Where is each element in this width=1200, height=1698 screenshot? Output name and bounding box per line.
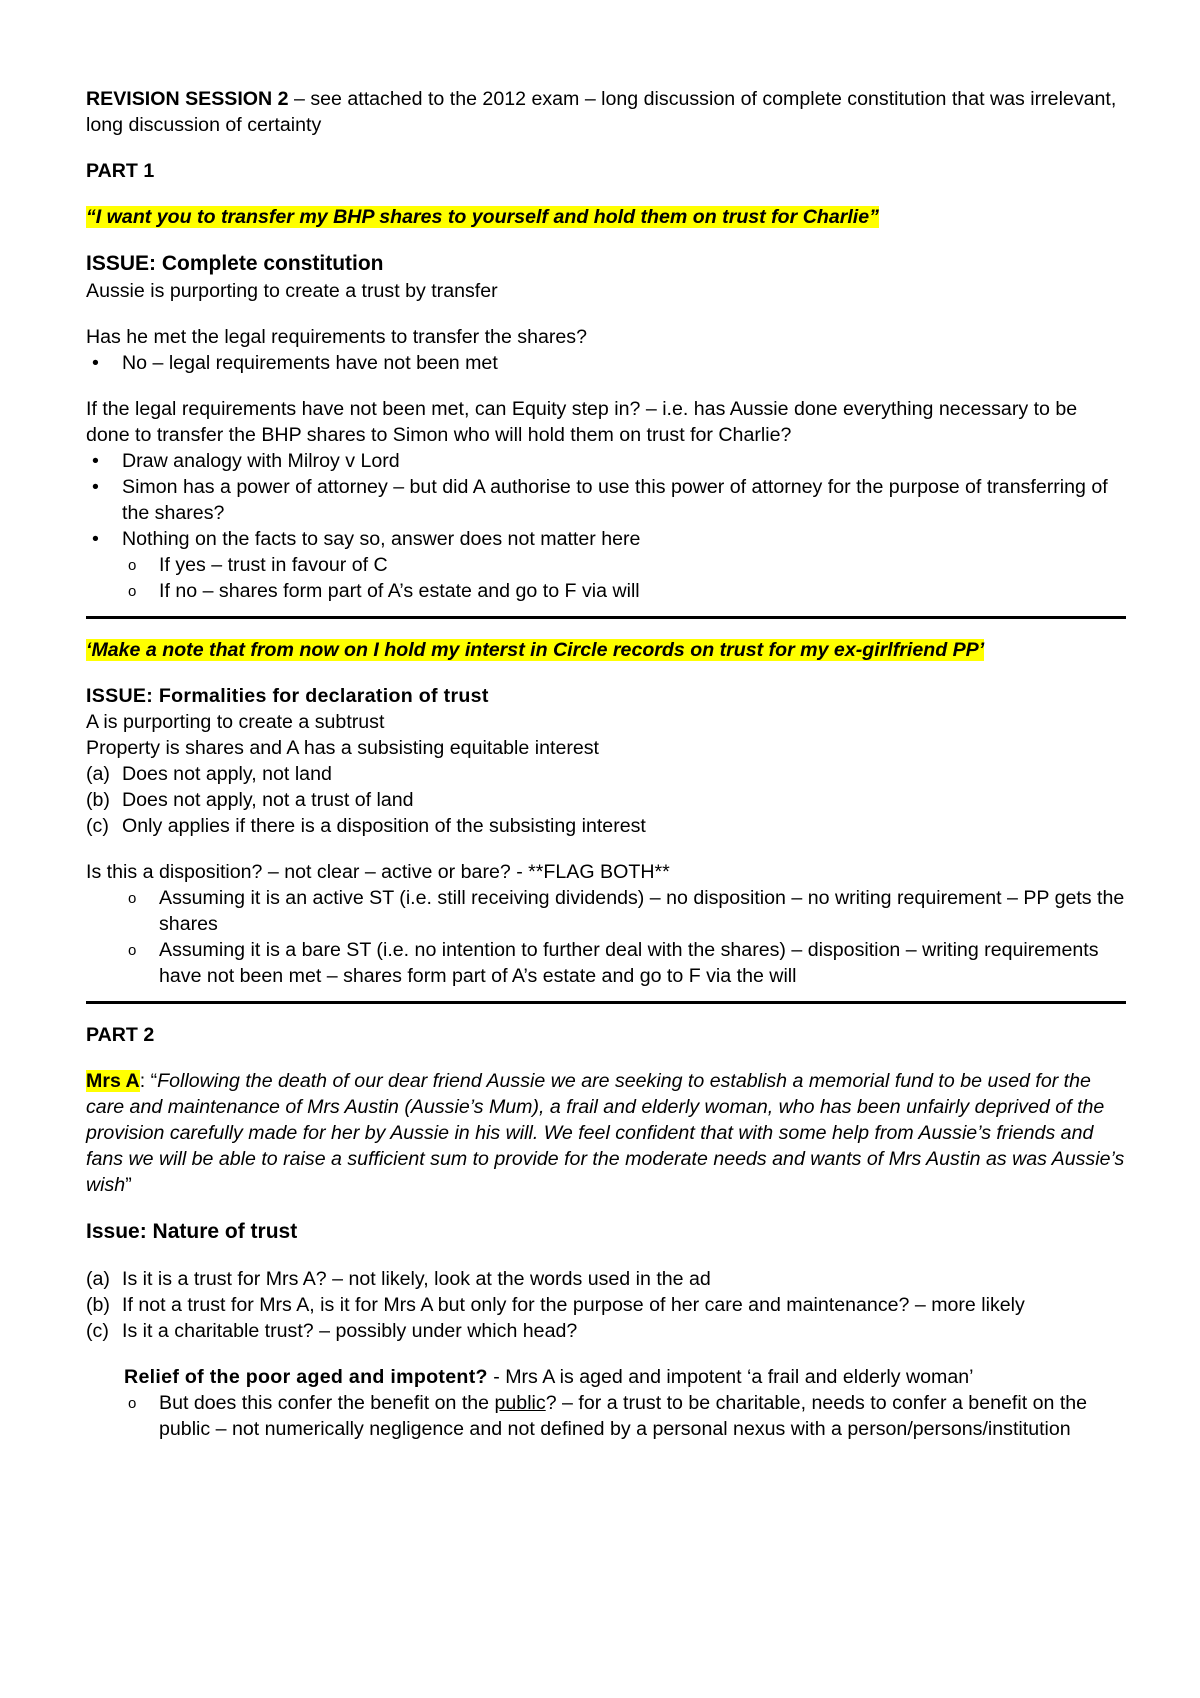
list-item <box>86 1266 1126 1292</box>
part1-quote-text: “I want you to transfer my BHP shares to yourself and hold them on trust for Charlie” <box>86 206 879 228</box>
list-item: • No – legal requirements have not been met <box>86 350 1126 376</box>
document-page <box>86 86 1126 1442</box>
item-label: (a) <box>86 1268 110 1290</box>
item-text: Only applies if there is a disposition of the subsisting interest <box>122 815 646 837</box>
list-item <box>86 761 1126 787</box>
section2-line2: Property is shares and A has a subsisting equitable interest <box>86 737 600 759</box>
session-title-bold: REVISION SESSION 2 <box>86 88 289 110</box>
list-item: o If yes – trust in favour of C <box>86 552 1126 578</box>
list-item: o If no – shares form part of A’s estate and go to F via will <box>86 578 1126 604</box>
part1-line1: Aussie is purporting to create a trust by transfer <box>86 280 498 302</box>
list-item: o Assuming it is a bare ST (i.e. no intention to further deal with the shares) – disposition – writing requirements have not been met – shares form part of A’s estate and go to F via the will <box>86 937 1126 989</box>
part2-speaker: Mrs A <box>86 1070 140 1092</box>
section2-subbullets <box>86 885 1126 989</box>
part1-bullets2 <box>86 448 1126 552</box>
item-label: (a) <box>86 763 110 785</box>
list-item <box>86 1390 1126 1442</box>
part2-issue-heading: Issue: Nature of trust <box>86 1220 298 1243</box>
list-item <box>86 787 1126 813</box>
sub-underlined: public <box>494 1392 546 1414</box>
session-title-rest: – see attached to the 2012 exam – long discussion of complete constitution that was irrelevant, long discussion of certainty <box>86 88 1117 136</box>
part2-speaker-sep: : “ <box>139 1070 158 1092</box>
part2-relief <box>86 1364 1126 1390</box>
section2-line1: A is purporting to create a subtrust <box>86 711 385 733</box>
sub-post: ? – for a trust to be charitable, needs to confer a benefit on the public – not numerically negligence and not defined by a personal nexus with a person/persons/institution <box>159 1392 1088 1440</box>
part2-quote <box>86 1068 1126 1198</box>
section-divider <box>86 1001 1126 1004</box>
part1-issue-heading: ISSUE: Complete constitution <box>86 252 384 275</box>
list-item <box>86 1318 1126 1344</box>
section-divider <box>86 616 1126 619</box>
part2-relief-bold: Relief of the poor aged and impotent? <box>124 1366 488 1388</box>
section2-quote <box>86 637 1126 663</box>
part2-quote-end: ” <box>125 1174 132 1196</box>
list-item: • Simon has a power of attorney – but did A authorise to use this power of attorney for the purpose of transferring of the shares? <box>86 474 1126 526</box>
item-label: (c) <box>86 815 109 837</box>
part1-subbullets <box>86 552 1126 604</box>
part2-relief-rest: - Mrs A is aged and impotent ‘a frail and elderly woman’ <box>487 1366 974 1388</box>
item-text: Is it a charitable trust? – possibly under which head? <box>122 1320 578 1342</box>
part2-quote-text: Following the death of our dear friend Aussie we are seeking to establish a memorial fund to be used for the care and maintenance of Mrs Austin (Aussie’s Mum), a frail and elderly woman, who has been unfairly deprived of the provision carefully made for her by Aussie in his will. We feel confident that with some help from Aussie’s friends and fans we will be able to raise a sufficient sum to provide for the moderate needs and wants of Mrs Austin as was Aussie’s wish <box>86 1070 1125 1196</box>
list-item <box>86 1292 1126 1318</box>
part2-items <box>86 1266 1126 1344</box>
item-label: (b) <box>86 1294 110 1316</box>
part2-subbullets <box>86 1390 1126 1442</box>
item-label: (c) <box>86 1320 109 1342</box>
section2-question: Is this a disposition? – not clear – active or bare? - **FLAG BOTH** <box>86 861 670 883</box>
list-item <box>86 813 1126 839</box>
item-text: Does not apply, not land <box>122 763 332 785</box>
item-text: Does not apply, not a trust of land <box>122 789 414 811</box>
part1-quote <box>86 204 1126 230</box>
item-text: Is it is a trust for Mrs A? – not likely, look at the words used in the ad <box>122 1268 711 1290</box>
section2-issue-heading: ISSUE: Formalities for declaration of trust <box>86 685 489 707</box>
list-item: • Nothing on the facts to say so, answer does not matter here <box>86 526 1126 552</box>
part1-question2: If the legal requirements have not been met, can Equity step in? – i.e. has Aussie done everything necessary to be done to transfer the BHP shares to Simon who will hold them on trust for Charlie? <box>86 398 1078 446</box>
part1-bullets1 <box>86 350 1126 376</box>
session-title <box>86 86 1126 138</box>
list-item: • Draw analogy with Milroy v Lord <box>86 448 1126 474</box>
sub-pre: But does this confer the benefit on the <box>159 1392 495 1414</box>
list-item: o Assuming it is an active ST (i.e. still receiving dividends) – no disposition – no writing requirement – PP gets the shares <box>86 885 1126 937</box>
section2-items <box>86 761 1126 839</box>
item-label: (b) <box>86 789 110 811</box>
part1-question1: Has he met the legal requirements to transfer the shares? <box>86 326 587 348</box>
item-text: If not a trust for Mrs A, is it for Mrs A but only for the purpose of her care and maintenance? – more likely <box>122 1294 1025 1316</box>
part2-heading: PART 2 <box>86 1024 155 1046</box>
part1-heading: PART 1 <box>86 160 155 182</box>
section2-quote-text: ‘Make a note that from now on I hold my interst in Circle records on trust for my ex-girlfriend PP’ <box>86 639 985 661</box>
